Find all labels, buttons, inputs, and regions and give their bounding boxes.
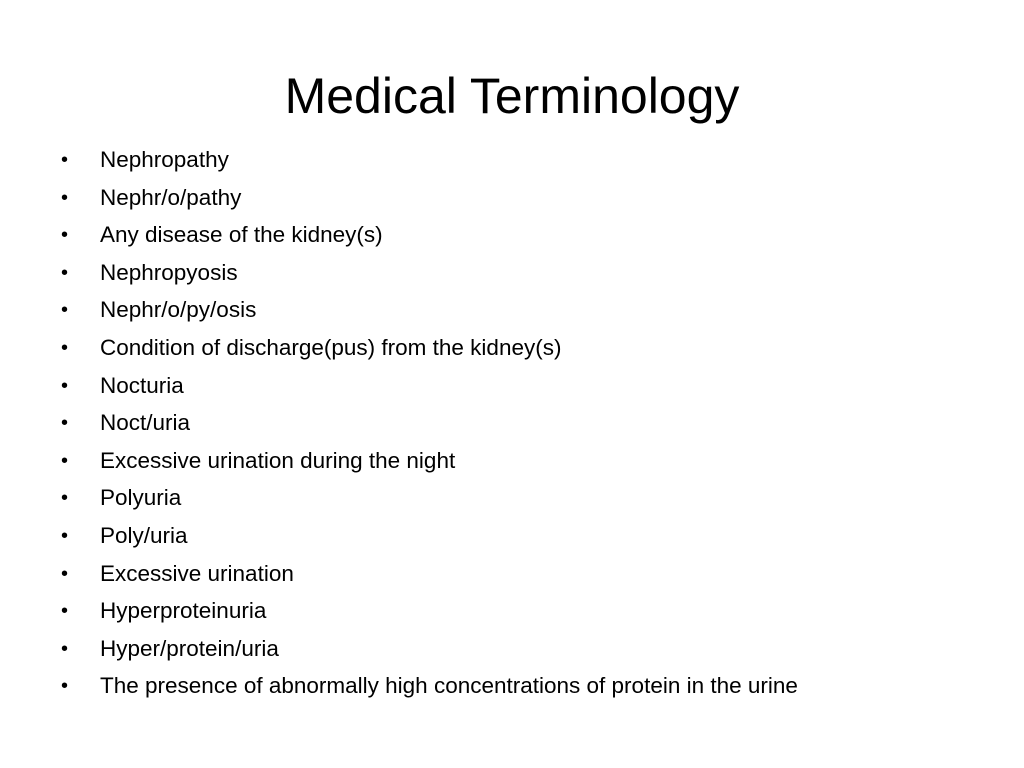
- list-item-text: Nephr/o/pathy: [100, 184, 242, 210]
- bullet-icon: •: [61, 600, 69, 623]
- list-item: [56, 409, 956, 437]
- list-item-text: Polyuria: [100, 485, 182, 511]
- list-item-text: Hyperproteinuria: [100, 598, 267, 624]
- slide-title: Medical Terminology: [284, 68, 740, 124]
- bullet-icon: •: [61, 675, 69, 698]
- bullet-icon: •: [61, 224, 69, 247]
- bullet-icon: •: [61, 637, 69, 660]
- list-item-text: Nephropyosis: [100, 259, 238, 285]
- list-item: [56, 296, 956, 324]
- list-item: [56, 372, 956, 400]
- list-item-text: Nocturia: [100, 372, 184, 398]
- list-item-text: Excessive urination during the night: [100, 447, 456, 473]
- list-item-text: Condition of discharge(pus) from the kidney(s): [100, 334, 562, 360]
- list-item-text: Noct/uria: [100, 410, 191, 436]
- list-item: [56, 259, 956, 287]
- list-item: [56, 672, 956, 700]
- bullet-icon: •: [61, 562, 69, 585]
- list-item: [56, 334, 956, 362]
- bullet-icon: •: [61, 149, 69, 171]
- bullet-icon: •: [61, 336, 69, 359]
- list-item: [56, 635, 956, 663]
- list-item: [56, 447, 956, 475]
- bullet-icon: •: [61, 449, 69, 472]
- list-item-text: Nephropathy: [100, 147, 229, 172]
- list-item: [56, 560, 956, 588]
- list-item: [56, 184, 956, 212]
- bullet-icon: •: [61, 487, 69, 510]
- list-item-text: The presence of abnormally high concentrations of protein in the urine: [100, 673, 798, 699]
- bullet-list: [56, 146, 956, 710]
- list-item-text: Nephr/o/py/osis: [100, 297, 257, 323]
- bullet-icon: •: [61, 299, 69, 322]
- bullet-icon: •: [61, 374, 69, 397]
- bullet-icon: •: [61, 412, 69, 435]
- bullet-icon: •: [61, 261, 69, 284]
- bullet-icon: •: [61, 186, 69, 209]
- list-item: [56, 597, 956, 625]
- bullet-icon: •: [61, 524, 69, 547]
- list-item: [56, 522, 956, 550]
- list-item: [56, 221, 956, 249]
- list-item: [56, 146, 956, 174]
- list-item-text: Poly/uria: [100, 522, 188, 548]
- list-item-text: Any disease of the kidney(s): [100, 222, 383, 248]
- list-item-text: Excessive urination: [100, 560, 294, 586]
- list-item: [56, 484, 956, 512]
- list-item-text: Hyper/protein/uria: [100, 635, 279, 661]
